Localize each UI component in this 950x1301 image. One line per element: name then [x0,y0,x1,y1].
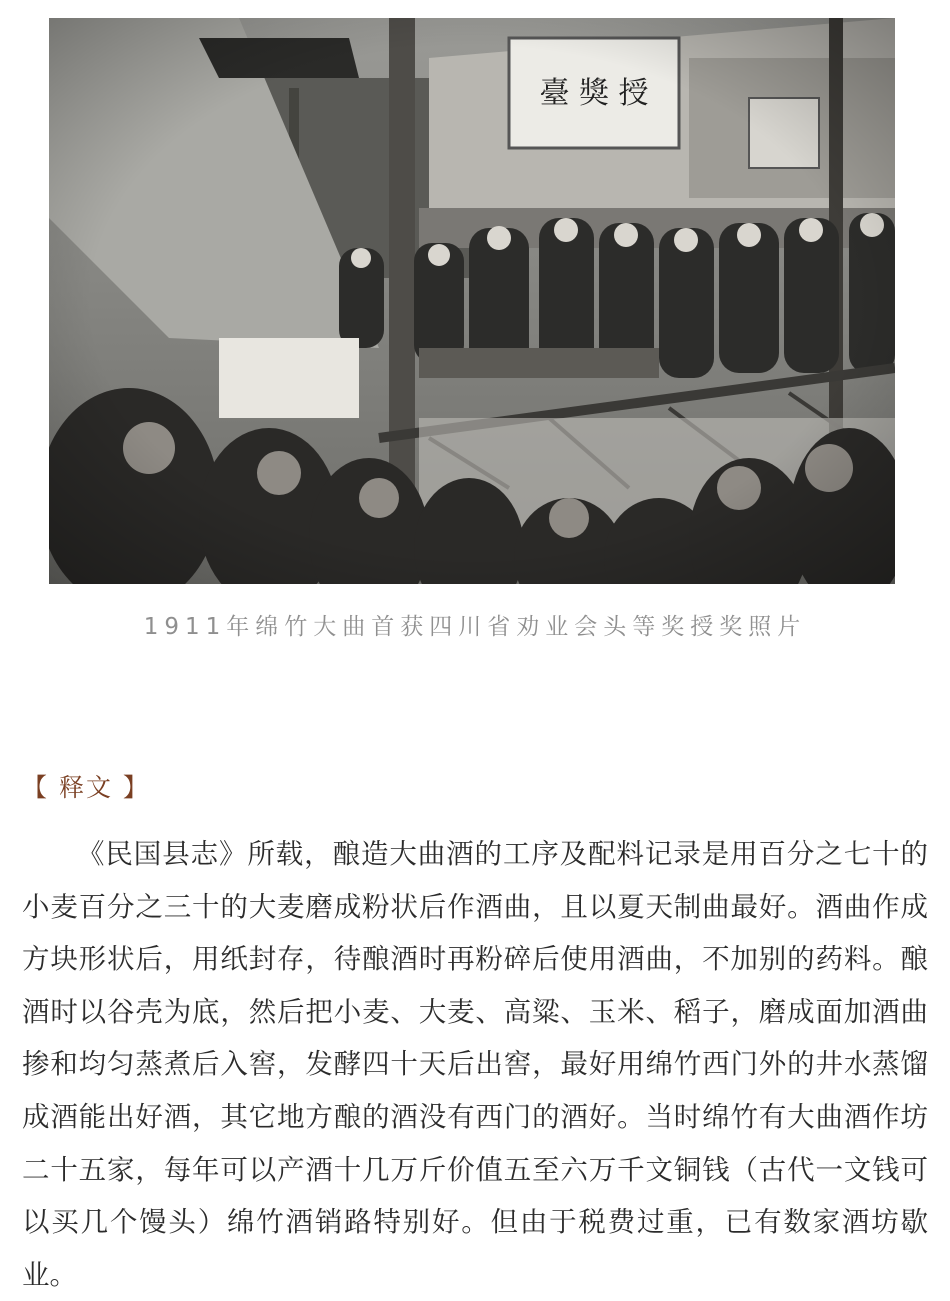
historical-photo [49,18,895,584]
body-paragraph: 《民国县志》所载，酿造大曲酒的工序及配料记录是用百分之七十的小麦百分之三十的大麦磨成粉状后作酒曲，且以夏天制曲最好。酒曲作成方块形状后，用纸封存，待酿酒时再粉碎后使用酒曲，不加别的药料。酿酒时以谷壳为底，然后把小麦、大麦、高粱、玉米、稻子，磨成面加酒曲掺和均匀蒸煮后入窖，发酵四十天后出窖，最好用绵竹西门外的井水蒸馏成酒能出好酒，其它地方酿的酒没有西门的酒好。当时绵竹有大曲酒作坊二十五家，每年可以产酒十几万斤价值五至六万千文铜钱（古代一文钱可以买几个馒头）绵竹酒销路特别好。但由于税费过重，已有数家酒坊歇业。 [22,838,928,1291]
photo-caption: 1911年绵竹大曲首获四川省劝业会头等奖授奖照片 [143,614,807,640]
section-label: 【 释文 】 [22,773,150,802]
